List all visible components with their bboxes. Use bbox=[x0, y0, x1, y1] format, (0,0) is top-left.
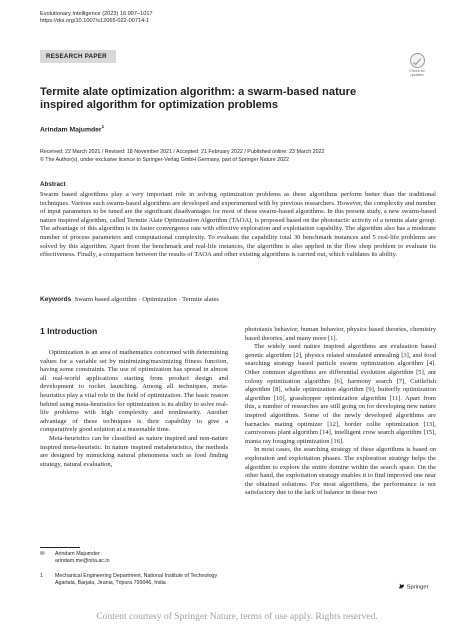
check-updates-line2: updates bbox=[410, 73, 424, 78]
author-affil-mark: 1 bbox=[101, 124, 105, 129]
right-column bbox=[245, 326, 436, 498]
paragraph: phototaxis behavior, human behavior, physics based theories, chemistry based theories, and many more [1]. bbox=[245, 326, 436, 342]
springer-horse-icon bbox=[398, 583, 405, 589]
check-updates-icon bbox=[410, 53, 425, 68]
keywords-label: Keywords bbox=[40, 296, 72, 303]
footnote-rule bbox=[40, 547, 80, 548]
journal-info bbox=[40, 11, 153, 25]
journal-citation: Evolutionary Intelligence (2023) 16:997–1017 bbox=[40, 11, 153, 17]
abstract-text: Swarm based algorithms play a very important role in solving optimization problems as these algorithms perform better than the traditional techniques. Various such swarm-based algorithms are developed and experimented with by previous researchers. However, the complexity and number of input parameters to be tuned are the significant disadvantages for most of these swarm-based algorithms. In this present study, a new swarm-based nature inspired algorithm, called Termite Alate Optimization Algorithm (TAOA), is proposed based on the phototactic activity of a termite alate group. The advantage of this algorithm is its faster convergence rate with effective exploration and exploitation capability. The algorithm also has a moderate number of process parameters and computational complexity. To evaluate the capability total 30 benchmark instances and 5 real-life problems are solved by this algorithm. Apart from the benchmark and real-life instances, the algorithm is also applied in the flow shop problem to evaluate its effectiveness. Finally, a comparison between the results of TAOA and other existing algorithms is carried out, which validates its ability. bbox=[40, 191, 436, 259]
journal-doi[interactable]: https://doi.org/10.1007/s12065-022-00714-1 bbox=[40, 18, 150, 24]
section-heading: 1 Introduction bbox=[40, 326, 98, 336]
keywords bbox=[40, 296, 219, 303]
paragraph: Meta-heuristics can be classified as nature inspired and non-nature inspired meta-heuristic. In nature inspired metaheuristics, the methods are designed by mimicking natural phenomena such as food finding strategy, natural evaluation, bbox=[40, 434, 228, 468]
paragraph: In most cases, the searching strategy of these algorithms is based on exploration and exploitation phases. The exploration strategy helps the algorithm to explore the entire domine within the search space. On the other hand, the exploitation strategy enables it to find improved one near the obtained solutions. For most algorithms, the performance is not satisfactory due to the lack of balance in these two bbox=[245, 446, 436, 497]
contact-footnote bbox=[40, 551, 228, 565]
author-line bbox=[40, 124, 104, 133]
affiliation-text: Mechanical Engineering Department, National Institute of Technology Agartala, Barjala, Jirania, Tripura 799046, India bbox=[55, 573, 218, 587]
contact-email[interactable]: arindam.me@nita.ac.in bbox=[55, 558, 110, 565]
courtesy-watermark: Content courtesy of Springer Nature, terms of use apply. Rights reserved. bbox=[96, 611, 378, 622]
affiliation-footnote bbox=[40, 573, 228, 587]
author-name[interactable]: Arindam Majumder bbox=[40, 126, 102, 134]
check-updates-line1: Check for bbox=[409, 69, 425, 73]
publication-dates bbox=[40, 148, 324, 164]
paper-title: Termite alate optimization algorithm: a swarm-based nature inspired algorithm for optimization problems bbox=[40, 86, 357, 111]
affiliation-mark: 1 bbox=[40, 573, 43, 579]
paragraph: The widely used nature inspired algorithms are evaluation based genetic algorithm [2], physics related simulated annealing [3], and food searching strategy based particle swarm optimization algorithm [4]. Other common algorithms are differential evolution algorithm [5], ant colony optimization algorithm [6], harmony search [7], Cuttlefish algorithm [8], whale optimization algorithm [9], butterfly optimization algorithm [10], grasshopper optimization algorithm [11]. Apart from this, a number of researches are still going on for developing new nature inspired algorithms. Some of the newly developed algorithms are barnacles mating optimizer [12], border collie optimization [13], carnivorous plant algorithm [14], intelligent crow search algorithm [15], manta ray foraging optimization [16]. bbox=[245, 343, 436, 445]
history-dates: Received: 22 March 2021 / Revised: 18 November 2021 / Accepted: 21 February 2022 / Published online: 23 March 2022 bbox=[40, 149, 325, 155]
paragraph: Optimization is an area of mathematics concerned with determining values for a variable set by minimizing/maximizing fitness function, having some constraints. The use of optimization has spread in almost all real-world applications starting from product design and development to rocket launching. Among all techniques, meta-heuristics play a vital role in the field of optimization. The basic reason behind using meta-heuristics for optimization is its ability to solve real-life problems with high complexity and nonlinearity. Another advantage of these techniques is their capability to give a comparatively good solution at a reasonable time. bbox=[40, 349, 228, 434]
publisher-logo bbox=[398, 583, 429, 591]
keywords-text: Swarm based algorithm · Optimization · Termite alates bbox=[74, 296, 219, 303]
envelope-icon: ✉ bbox=[40, 551, 45, 557]
contact-name: Arindam Majumder bbox=[55, 551, 100, 557]
abstract-heading: Abstract bbox=[40, 181, 66, 188]
copyright-line: © The Author(s), under exclusive licence to Springer-Verlag GmbH Germany, part of Springer Nature 2022 bbox=[40, 157, 289, 163]
check-for-updates-badge[interactable] bbox=[405, 53, 429, 77]
left-column bbox=[40, 349, 228, 469]
article-type-banner: RESEARCH PAPER bbox=[40, 50, 116, 63]
publisher-name: Springer bbox=[406, 584, 429, 591]
